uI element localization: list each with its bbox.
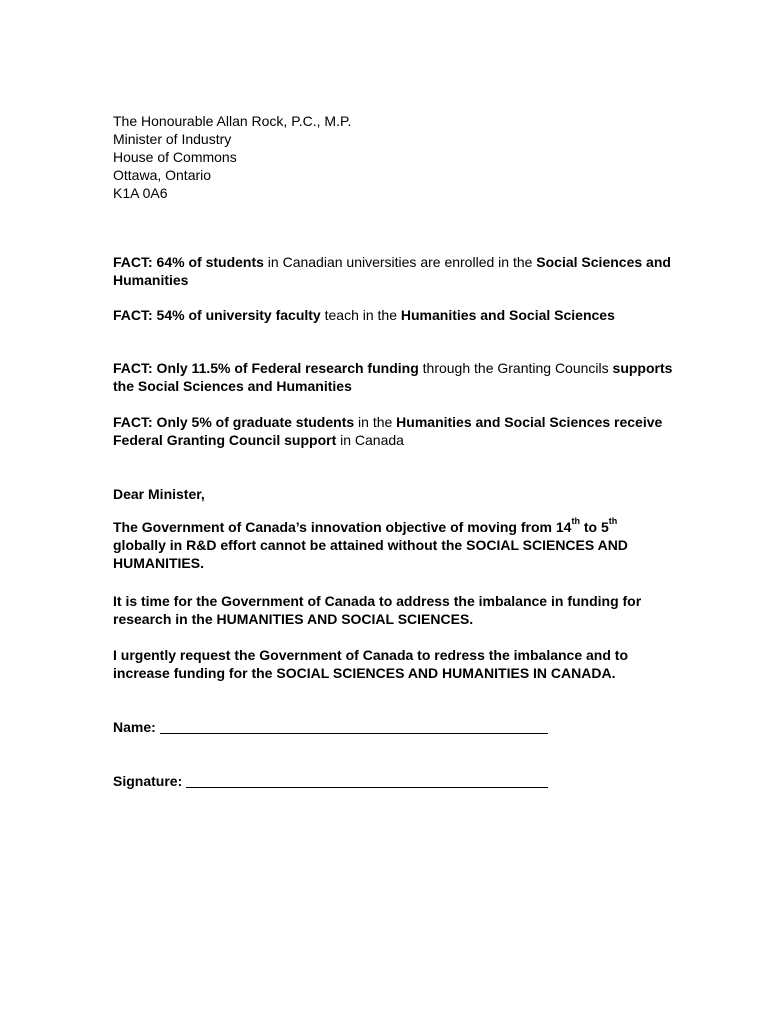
address-line-name: The Honourable Allan Rock, P.C., M.P. [113,113,352,129]
fact-faculty-emphasis: Humanities and Social Sciences [400,307,615,323]
fact-students [113,253,673,289]
fact-funding-text: through the Granting Councils [418,360,613,376]
name-field-line[interactable] [160,732,548,734]
paragraph-innovation-part3: globally in R&D effort cannot be attained without the SOCIAL SCIENCES AND HUMANITIES. [113,537,628,571]
fact-funding-emphasis: supports the Social Sciences and Humanities [113,360,673,394]
paragraph-innovation-part1: The Government of Canada’s innovation objective of moving from 14 [113,519,572,535]
name-label: Name: [113,719,156,735]
superscript-th-1: th [571,516,580,527]
address-line-city: Ottawa, Ontario [113,167,212,183]
fact-students-text: in Canadian universities are enrolled in the [263,254,537,270]
superscript-th-2: th [608,516,618,527]
fact-funding [113,359,673,395]
fact-graduate-emphasis: Humanities and Social Sciences receive Federal Granting Council support [113,414,663,448]
paragraph-request: I urgently request the Government of Canada to redress the imbalance and to increase funding for the SOCIAL SCIENCES AND HUMANITIES IN CANADA. [113,647,628,681]
signature-label: Signature: [113,773,183,789]
fact-students-emphasis: Social Sciences and Humanities [113,254,671,288]
fact-graduate-students [113,413,673,449]
signature-field-row [113,772,673,790]
fact-graduate-lead: FACT: Only 5% of graduate students [113,414,355,430]
address-line-title: Minister of Industry [113,131,232,147]
paragraph-imbalance: It is time for the Government of Canada to address the imbalance in funding for research in the HUMANITIES AND SOCIAL SCIENCES. [113,593,642,627]
fact-graduate-tail: in Canada [336,432,404,448]
fact-funding-lead: FACT: Only 11.5% of Federal research funding [113,360,419,376]
paragraph-innovation [113,518,673,572]
fact-graduate-text: in the [354,414,397,430]
recipient-address [113,112,673,202]
name-field-row [113,718,673,736]
address-line-postal: K1A 0A6 [113,185,168,201]
fact-faculty-text: teach in the [320,307,401,323]
salutation: Dear Minister, [113,486,205,502]
fact-faculty [113,306,673,324]
fact-students-lead: FACT: 64% of students [113,254,264,270]
address-line-house: House of Commons [113,149,237,165]
fact-faculty-lead: FACT: 54% of university faculty [113,307,321,323]
paragraph-innovation-part2: to 5 [579,519,609,535]
signature-field-line[interactable] [186,786,548,788]
